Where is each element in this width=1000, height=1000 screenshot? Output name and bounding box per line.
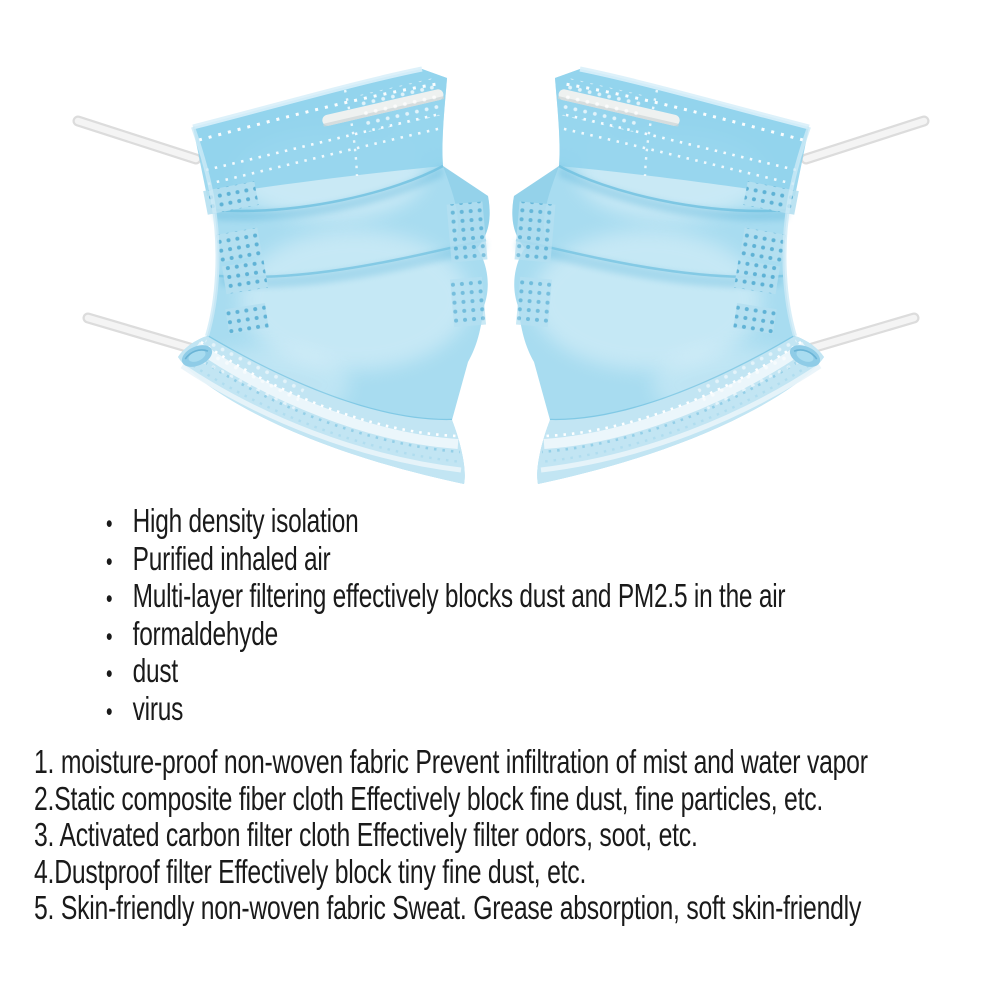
feature-item <box>106 689 785 730</box>
layer-item: 4.Dustproof filter Effectively block tiny fine dust, etc. <box>34 852 587 890</box>
feature-item <box>106 539 785 580</box>
feature-item <box>106 504 785 542</box>
face-mask-left <box>78 69 490 484</box>
feature-text: formaldehyde <box>132 614 278 652</box>
layer-item: 3. Activated carbon filter cloth Effectively filter odors, soot, etc. <box>34 816 698 854</box>
bullet-icon: • <box>106 585 113 613</box>
feature-text: Multi-layer filtering effectively blocks dust and PM2.5 in the air <box>132 577 786 614</box>
feature-item <box>106 654 785 692</box>
layer-item: 2.Static composite fiber cloth Effectively block fine dust, fine particles, etc. <box>34 779 824 817</box>
layer-list <box>34 744 868 927</box>
bullet-icon: • <box>106 622 113 651</box>
feature-text: Purified inhaled air <box>132 539 331 577</box>
feature-text: dust <box>132 652 178 689</box>
feature-text: virus <box>132 689 184 727</box>
feature-item <box>106 614 785 655</box>
feature-item <box>106 579 785 617</box>
bullet-icon: • <box>106 510 113 538</box>
bullet-icon: • <box>106 697 113 726</box>
feature-text: High density isolation <box>132 502 359 539</box>
bullet-icon: • <box>106 660 113 688</box>
face-mask-right <box>512 69 924 484</box>
layer-item: 1. moisture-proof non-woven fabric Prevent infiltration of mist and water vapor <box>34 743 868 780</box>
feature-list <box>106 504 785 729</box>
bullet-icon: • <box>106 547 113 576</box>
layer-item: 5. Skin-friendly non-woven fabric Sweat. Grease absorption, soft skin-friendly <box>34 889 862 927</box>
